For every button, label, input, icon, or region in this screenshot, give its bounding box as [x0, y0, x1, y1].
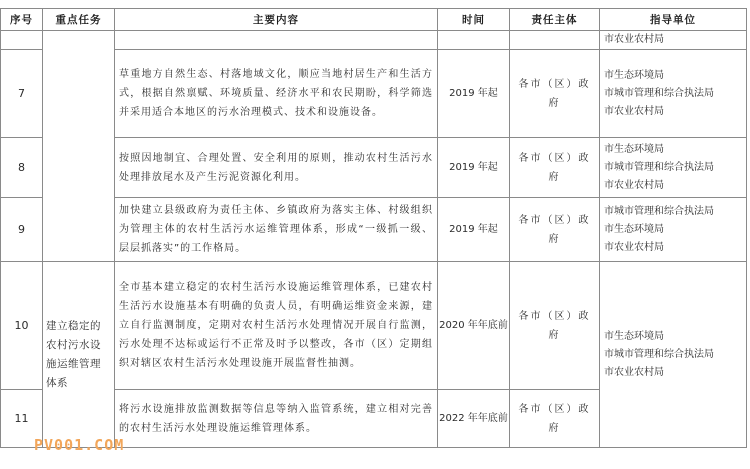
- table-row-continued: [1, 31, 747, 50]
- watermark: PV001.COM: [34, 436, 125, 454]
- guidance-unit: 市农业农村局: [604, 179, 664, 191]
- guidance-unit: 市农业农村局: [604, 241, 664, 253]
- header-responsible: 责任主体: [510, 9, 600, 31]
- guidance-unit: 市城市管理和综合执法局: [604, 348, 714, 360]
- guidance-unit: 市生态环境局: [604, 330, 664, 342]
- table-row: [1, 262, 747, 390]
- guidance-unit: 市农业农村局: [604, 105, 664, 117]
- cell-no-empty: [1, 31, 43, 50]
- cell-guidance-merged: [600, 262, 747, 448]
- cell-time: 2019 年起: [438, 138, 510, 198]
- cell-no: 7: [1, 50, 43, 138]
- header-task: 重点任务: [43, 9, 115, 31]
- cell-time: 2022 年年底前: [438, 390, 510, 448]
- cell-content: 按照因地制宜、合理处置、安全利用的原则，推动农村生活污水处理排放尾水及产生污泥资源化利用。: [115, 138, 438, 198]
- guidance-unit: 市城市管理和综合执法局: [604, 205, 714, 217]
- cell-task-empty: [43, 31, 115, 262]
- guidance-unit: 市生态环境局: [604, 69, 664, 81]
- cell-time: 2020 年年底前: [438, 262, 510, 390]
- cell-no: 8: [1, 138, 43, 198]
- cell-responsible: 各市（区）政府: [510, 198, 600, 262]
- cell-responsible: 各市（区）政府: [510, 390, 600, 448]
- table-header-row: [1, 9, 747, 31]
- cell-task-merged: 建立稳定的农村污水设施运维管理体系: [43, 262, 115, 448]
- guidance-unit: 市生态环境局: [604, 223, 664, 235]
- cell-time: 2019 年起: [438, 50, 510, 138]
- guidance-unit: 市农业农村局: [604, 366, 664, 378]
- guidance-unit: 市农业农村局: [604, 34, 664, 45]
- cell-content: 加快建立县级政府为责任主体、乡镇政府为落实主体、村级组织为管理主体的农村生活污水运维管理体系，形成“一级抓一级、层层抓落实”的工作格局。: [115, 198, 438, 262]
- guidance-unit: 市城市管理和综合执法局: [604, 161, 714, 173]
- cell-time: 2019 年起: [438, 198, 510, 262]
- cell-guidance-top: [600, 31, 747, 50]
- cell-responsible: 各市（区）政府: [510, 50, 600, 138]
- header-guidance: 指导单位: [600, 9, 747, 31]
- cell-guidance: [600, 50, 747, 138]
- cell-content: 将污水设施排放监测数据等信息等纳入监管系统，建立相对完善的农村生活污水处理设施运维管理体系。: [115, 390, 438, 448]
- header-no: 序号: [1, 9, 43, 31]
- cell-no: 11: [1, 390, 43, 448]
- cell-content: 草重地方自然生态、村落地域文化，顺应当地村居生产和生活方式，根据自然禀赋、环境质量、经济水平和农民期盼，科学筛选并采用适合本地区的污水治理模式、技术和设施设备。: [115, 50, 438, 138]
- cell-responsible: 各市（区）政府: [510, 262, 600, 390]
- cell-resp-empty: [510, 31, 600, 50]
- header-content: 主要内容: [115, 9, 438, 31]
- cell-content-empty: [115, 31, 438, 50]
- cell-guidance: [600, 138, 747, 198]
- cell-content: 全市基本建立稳定的农村生活污水设施运维管理体系，已建农村生活污水设施基本有明确的负责人员，有明确运维资金来源，建立自行监测制度，定期对农村生活污水处理情况开展自行监测，污水处理不达标或运行不正常及时予以整改，各市（区）定期组织对辖区农村生活污水处理设施开展监督性抽测。: [115, 262, 438, 390]
- cell-responsible: 各市（区）政府: [510, 138, 600, 198]
- header-time: 时间: [438, 9, 510, 31]
- guidance-unit: 市城市管理和综合执法局: [604, 87, 714, 99]
- cell-guidance: [600, 198, 747, 262]
- policy-table: [0, 8, 747, 448]
- cell-no: 10: [1, 262, 43, 390]
- guidance-unit: 市生态环境局: [604, 143, 664, 155]
- cell-no: 9: [1, 198, 43, 262]
- cell-time-empty: [438, 31, 510, 50]
